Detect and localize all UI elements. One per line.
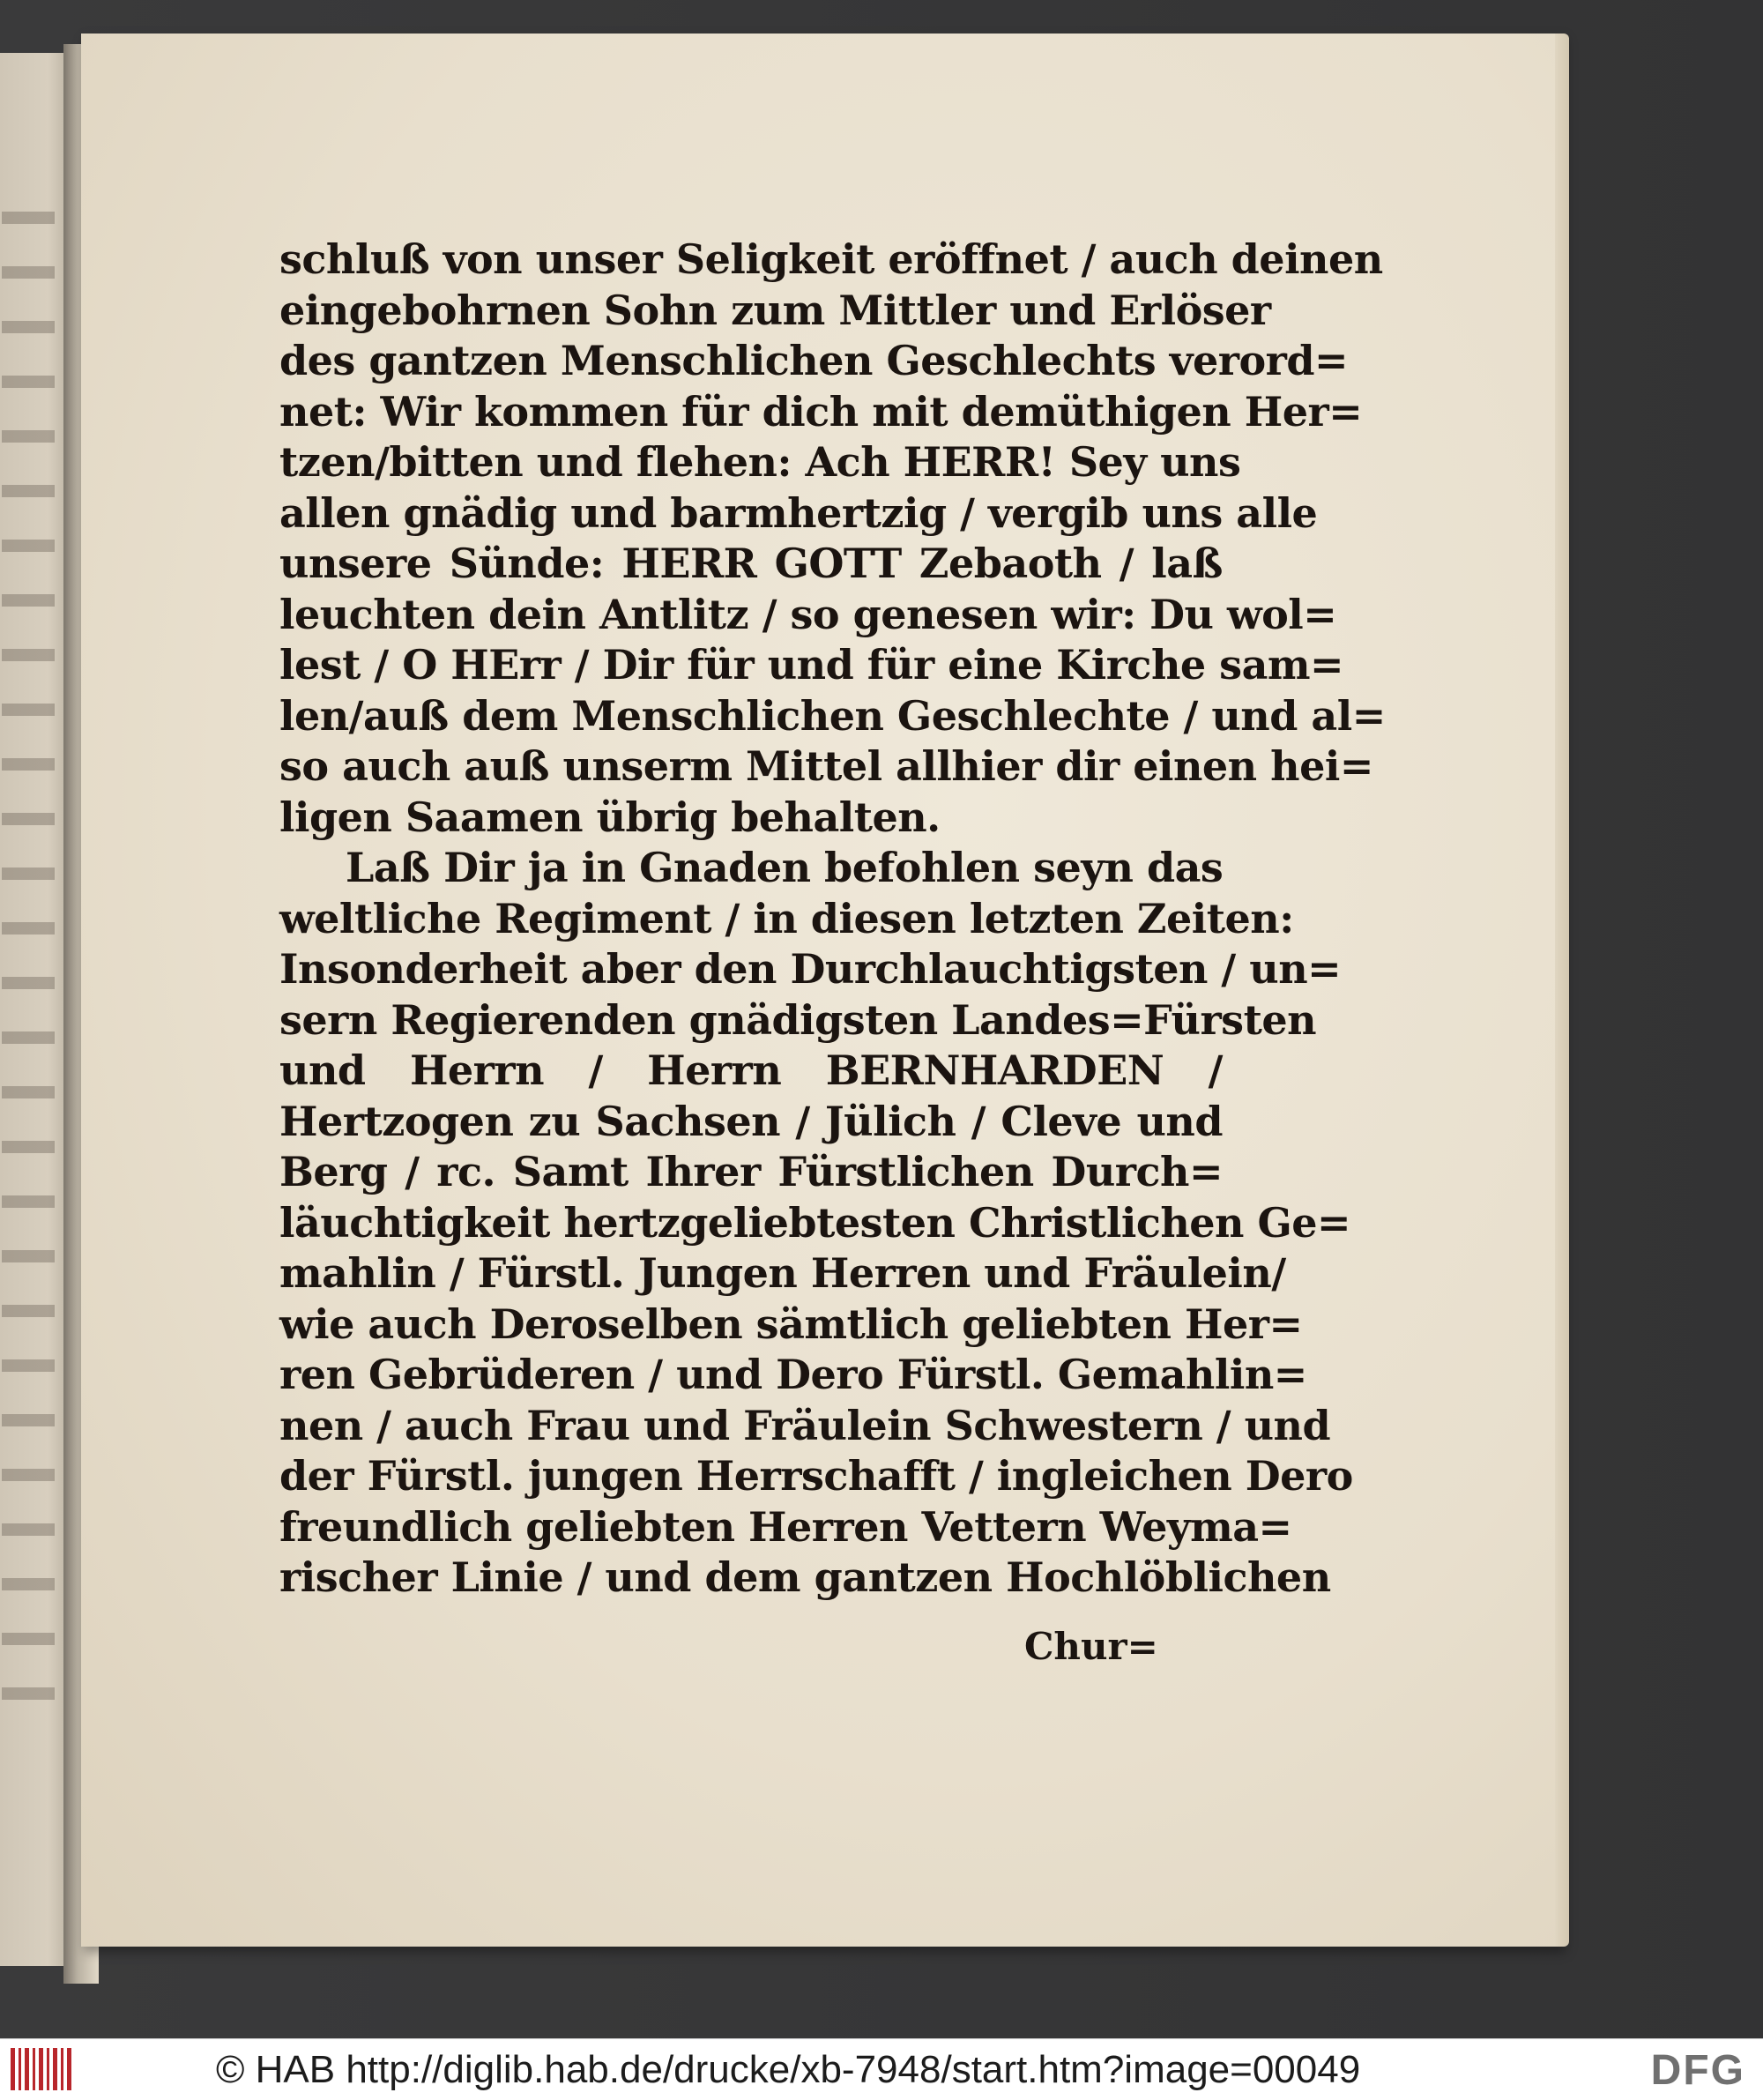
text-line: tzen/bitten und flehen: Ach HERR! Sey uns	[279, 438, 1241, 486]
text-line: der Fürstl. jungen Herrschafft / ingleichen Dero	[279, 1452, 1353, 1500]
footer-bar	[0, 2038, 1763, 2100]
text-line: wie auch Deroselben sämtlich geliebten Her=	[279, 1299, 1303, 1348]
text-line: ren Gebrüderen / und Dero Fürstl. Gemahlin=	[279, 1351, 1307, 1398]
text-line: des gantzen Menschlichen Geschlechts verord=	[279, 337, 1349, 384]
text-line: leuchten dein Antlitz / so genesen wir: Du wol=	[279, 590, 1337, 638]
catchword: Chur=	[1024, 1625, 1158, 1668]
text-line: Berg / rc. Samt Ihrer Fürstlichen Durch=	[279, 1148, 1223, 1195]
text-line: Insonderheit aber den Durchlauchtigsten / un=	[279, 945, 1342, 993]
text-line: freundlich geliebten Herren Vettern Weyma=	[279, 1502, 1292, 1551]
text-line: sern Regierenden gnädigsten Landes=Fürsten	[279, 995, 1317, 1044]
text-line: allen gnädig und barmhertzig / vergib uns alle	[279, 488, 1318, 537]
text-line: nen / auch Frau und Fräulein Schwestern / und	[279, 1401, 1331, 1449]
book-page	[81, 34, 1562, 1947]
previous-page-edge	[0, 53, 69, 1966]
previous-page-text-bleed	[2, 212, 55, 1710]
text-line: lest / O HErr / Dir für und für eine Kirche sam=	[279, 641, 1344, 689]
text-line: eingebohrnen Sohn zum Mittler und Erlöser	[279, 286, 1271, 334]
library-barcode-icon[interactable]	[11, 2048, 72, 2090]
text-line: net: Wir kommen für dich mit demüthigen Her=	[279, 387, 1363, 436]
text-line: Laß Dir ja in Gnaden befohlen seyn das	[346, 844, 1224, 891]
text-line: rischer Linie / und dem gantzen Hochlöblichen	[279, 1553, 1331, 1601]
source-url-link[interactable]: © HAB http://diglib.hab.de/drucke/xb-7948/start.htm?image=00049	[216, 2048, 1361, 2091]
text-line: ligen Saamen übrig behalten.	[279, 793, 941, 841]
text-line: so auch auß unserm Mittel allhier dir einen hei=	[279, 742, 1373, 790]
text-line: läuchtigkeit hertzgeliebtesten Christlichen Ge=	[279, 1198, 1351, 1247]
page-text-block	[279, 235, 1386, 1604]
text-line: Hertzogen zu Sachsen / Jülich / Cleve und	[279, 1097, 1223, 1145]
text-line: unsere Sünde: HERR GOTT Zebaoth / laß	[279, 540, 1223, 587]
text-line: schluß von unser Seligkeit eröffnet / auch deinen	[279, 235, 1383, 283]
text-line: weltliche Regiment / in diesen letzten Zeiten:	[279, 894, 1294, 942]
text-line: und Herrn / Herrn BERNHARDEN /	[279, 1046, 1223, 1094]
dfg-logo[interactable]: DFG	[1650, 2047, 1745, 2094]
text-line: mahlin / Fürstl. Jungen Herren und Fräulein/	[279, 1249, 1286, 1297]
text-line: len/auß dem Menschlichen Geschlechte / und al=	[279, 691, 1386, 740]
